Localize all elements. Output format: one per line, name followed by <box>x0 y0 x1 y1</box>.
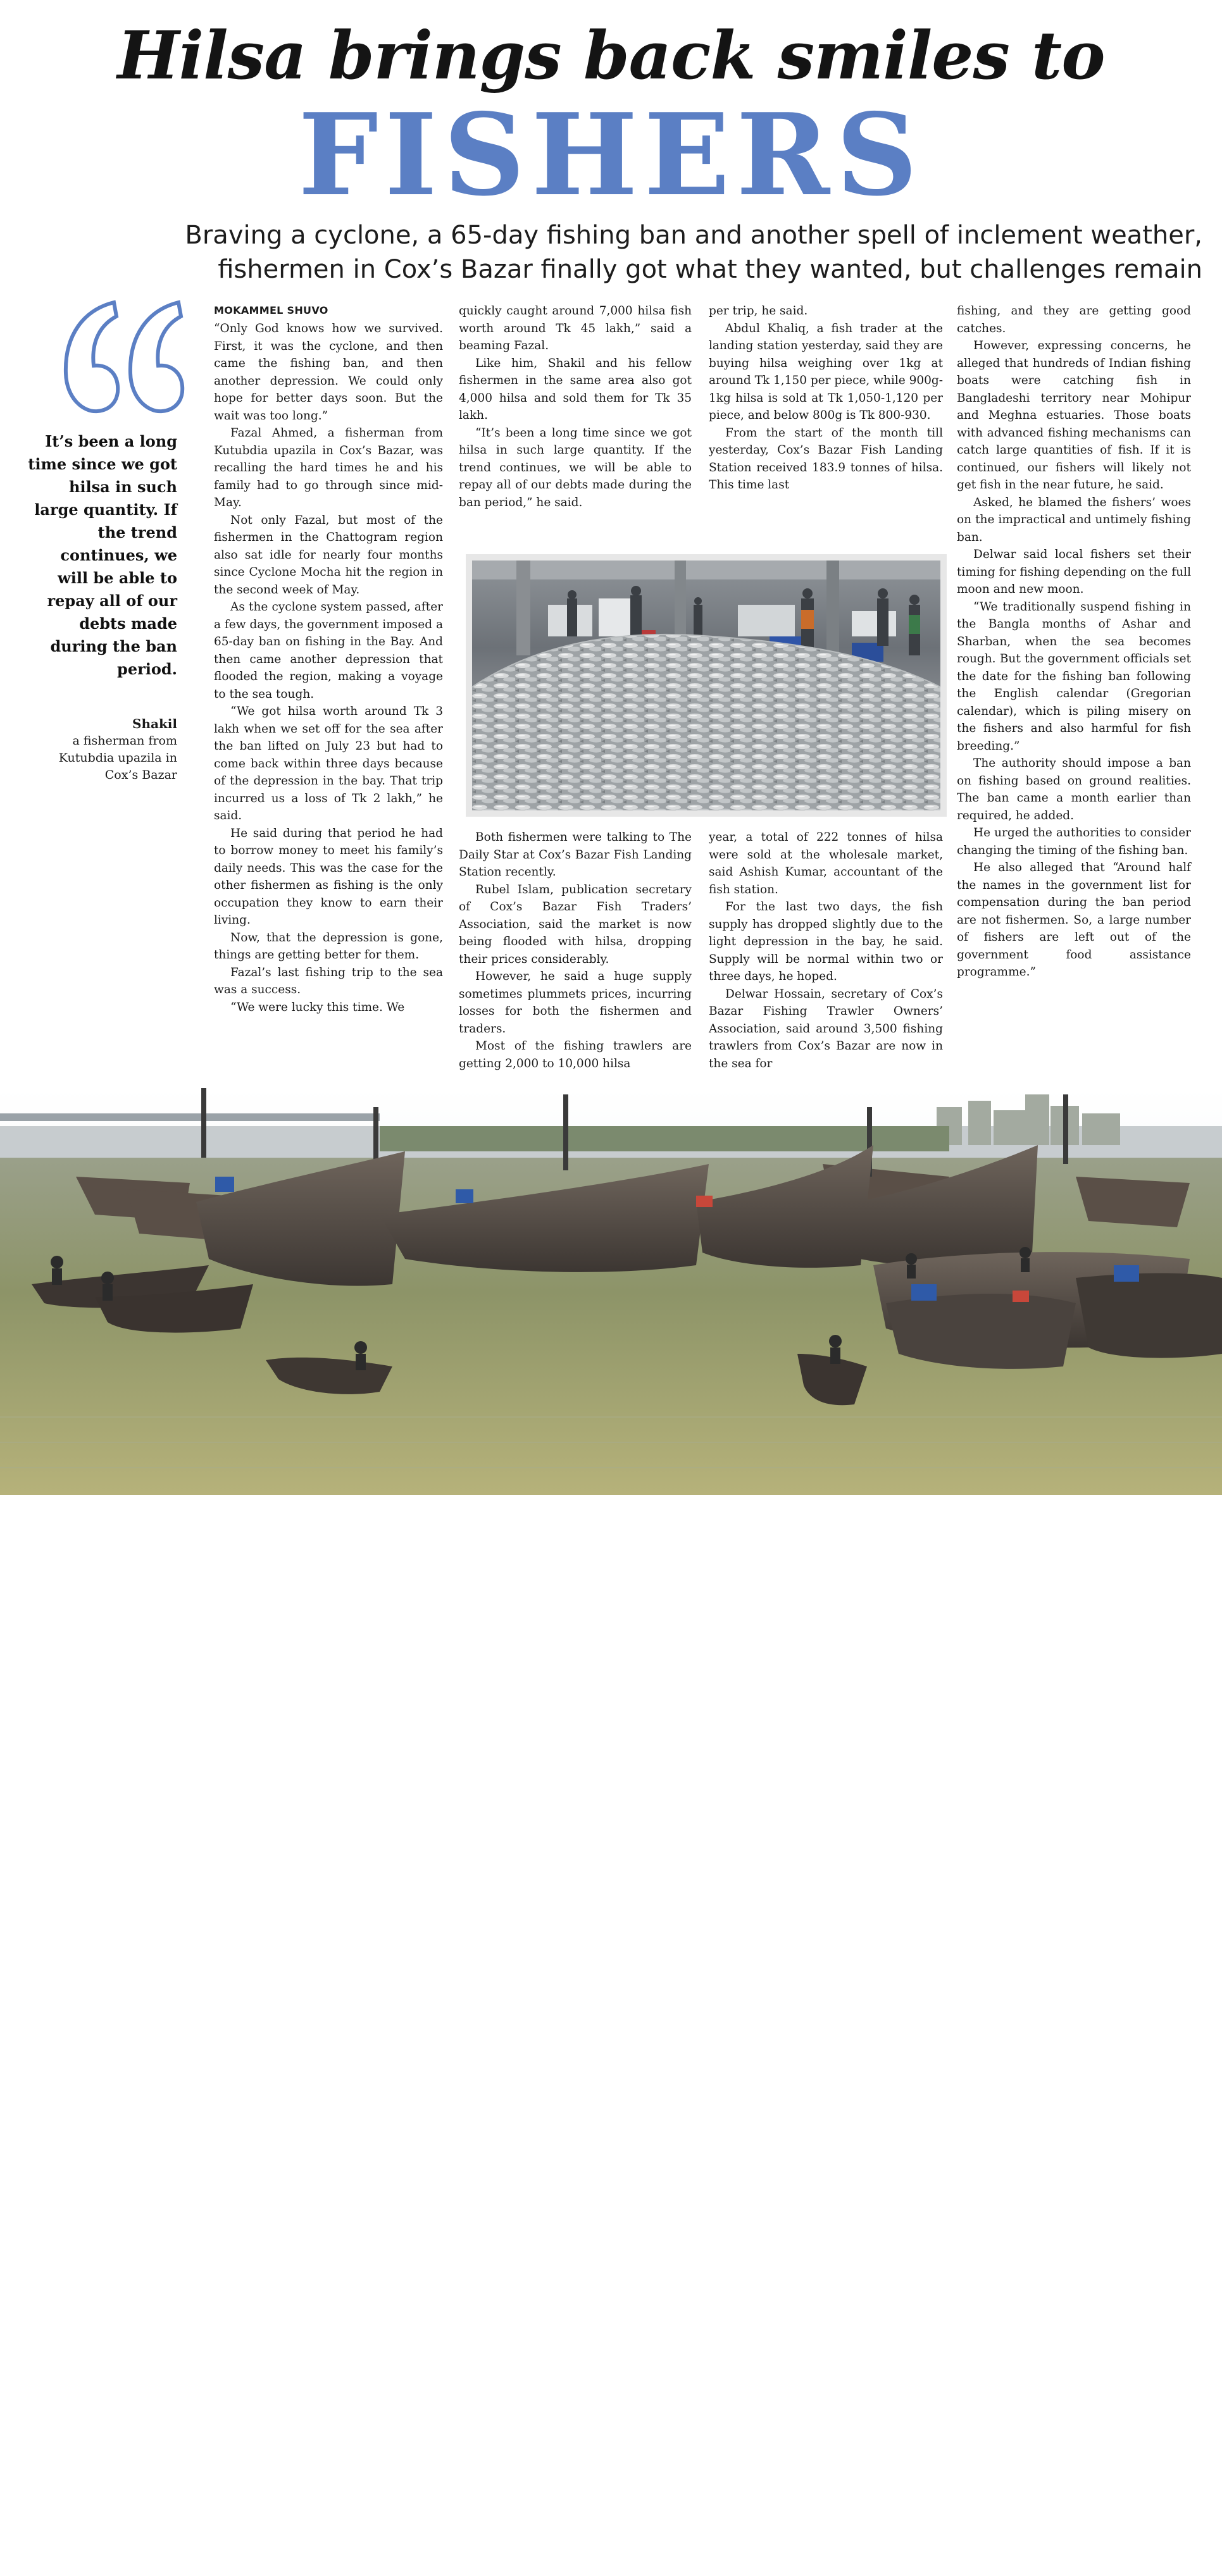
paragraph: He urged the authorities to consider changing the timing of the fishing ban. <box>957 826 1191 857</box>
headline-line-2: FISHERS <box>298 89 924 221</box>
article-column-1 <box>214 302 443 1016</box>
article-column-3-bottom <box>709 829 943 1072</box>
paragraph: However, he said a huge supply sometimes plummets prices, incurring losses for both the fishermen and traders. <box>459 970 692 1036</box>
paragraph: Fazal Ahmed, a fisherman from Kutubdia upazila in Cox’s Bazar, was recalling the hard times he and his family had to go through since mid-May. <box>214 426 443 509</box>
paragraph: Both fishermen were talking to The Daily Star at Cox’s Bazar Fish Landing Station recently. <box>459 831 692 879</box>
paragraph: He also alleged that “Around half the names in the government list for compensation during the ban period are not fishermen. So, a large number of fishers are left out of the government food assistance programme.” <box>957 861 1191 979</box>
deck-line-1: Braving a cyclone, a 65-day fishing ban and another spell of inclement weather, <box>185 221 1202 250</box>
paragraph: quickly caught around 7,000 hilsa fish worth around Tk 45 lakh,” said a beaming Fazal. <box>459 304 692 352</box>
article-column-2-top <box>459 302 692 511</box>
article-column-4 <box>957 302 1191 981</box>
paragraph: As the cyclone system passed, after a few days, the government imposed a 65-day ban on fishing in the Bay. And then came another depression that flooded the region, making a voyage to the sea tough. <box>214 600 443 701</box>
pull-quote-name: Shakil <box>132 716 177 731</box>
byline: MOKAMMEL SHUVO <box>214 304 328 316</box>
paragraph: fishing, and they are getting good catches. <box>957 304 1191 335</box>
paragraph: The authority should impose a ban on fishing based on ground realities. The ban came a month earlier than required, he added. <box>957 757 1191 822</box>
paragraph: Most of the fishing trawlers are getting 2,000 to 10,000 hilsa <box>459 1039 692 1070</box>
paragraph: Fazal’s last fishing trip to the sea was a success. <box>214 965 443 996</box>
paragraph: year, a total of 222 tonnes of hilsa were sold at the wholesale market, said Ashish Kumar, accountant of the fish station. <box>709 831 943 896</box>
paragraph: He said during that period he had to borrow money to meet his family’s daily needs. This was the case for the other fishermen as fishing is the only occupation they know to earn their living. <box>214 826 443 927</box>
paragraph: “We traditionally suspend fishing in the Bangla months of Ashar and Sharban, when the sea becomes rough. But the government officials set the date for the fishing ban following the English calendar (Gregorian calendar), which is piling misery on the fishers and also harmful for fish breeding.” <box>957 600 1191 753</box>
paragraph: However, expressing concerns, he alleged that hundreds of Indian fishing boats were catching fish in Bangladeshi territory near Mohipur and Meghna estuaries. Those boats with advanced fishing mechanisms can catch large quantities of fish. If it is continued, our fishers will likely not get fish in the near future, he said. <box>957 339 1191 492</box>
fish-market-photo <box>466 554 947 817</box>
paragraph: Delwar said local fishers set their timing for fishing depending on the full moon and new moon. <box>957 548 1191 596</box>
deck <box>139 218 1202 287</box>
paragraph: “We got hilsa worth around Tk 3 lakh when we set off for the sea after the ban lifted on July 23 but had to come back within three days because of the depression in the bay. That trip incurred us a loss of Tk 2 lakh,” he said. <box>214 705 443 822</box>
fish-market-illustration <box>472 560 940 810</box>
paragraph: “It’s been a long time since we got hilsa in such large quantity. If the trend continues, we will be able to repay all of our debts made during the ban period,” he said. <box>459 426 692 509</box>
paragraph: Rubel Islam, publication secretary of Cox’s Bazar Fish Traders’ Association, said the market is now being flooded with hilsa, dropping their prices considerably. <box>459 882 692 966</box>
photo-credit-name: MOKAMMEL SHUVO <box>1055 2565 1178 2576</box>
paragraph: “Only God knows how we survived. First, it was the cyclone, and then came the fishing ban, and then another depression. We could only hope for better days soon. But the wait was too long.” <box>214 322 443 423</box>
article-column-3-top <box>709 302 943 494</box>
photo-credit-label: PHOTO: <box>1011 2565 1052 2576</box>
paragraph: From the start of the month till yesterday, Cox’s Bazar Fish Landing Station received 183.9 tonnes of hilsa. This time last <box>709 426 943 492</box>
pull-quote: It’s been a long time since we got hilsa in such large quantity. If the trend continues, we will be able to repay all of our debts made during the ban period. <box>28 432 177 678</box>
paragraph: “We were lucky this time. We <box>230 1000 405 1014</box>
paragraph: Like him, Shakil and his fellow fishermen in the same area also got 4,000 hilsa and sold them for Tk 35 lakh. <box>459 356 692 422</box>
paragraph: Delwar Hossain, secretary of Cox’s Bazar Fishing Trawler Owners’ Association, said around 3,500 fishing trawlers from Cox’s Bazar are now in the sea for <box>709 987 943 1070</box>
deck-line-2: fishermen in Cox’s Bazar finally got what they wanted, but challenges remain <box>218 255 1202 284</box>
harbor-boats-photo <box>0 1088 1222 2576</box>
article-column-2-bottom <box>459 829 692 1072</box>
paragraph: For the last two days, the fish supply has dropped slightly due to the light depression in the bay, he said. Supply will be normal within two or three days, he hoped. <box>709 900 943 983</box>
photo-credit <box>1011 2565 1178 2576</box>
paragraph: per trip, he said. <box>709 304 808 318</box>
paragraph: Now, that the depression is gone, things are getting better for them. <box>214 931 443 962</box>
quote-mark-icon <box>58 297 185 418</box>
headline-line-1: Hilsa brings back smiles to <box>117 16 1105 94</box>
pull-quote-title: a fisherman from Kutubdia upazila in Cox’s Bazar <box>58 734 177 782</box>
paragraph: Asked, he blamed the fishers’ woes on the impractical and untimely fishing ban. <box>957 495 1191 544</box>
paragraph: Abdul Khaliq, a fish trader at the landing station yesterday, said they are buying hilsa weighing over 1kg at around Tk 1,150 per piece, while 900g-1kg hilsa is sold at Tk 1,050-1,120 per piece, and below 800g is Tk 800-930. <box>709 321 943 422</box>
paragraph: Not only Fazal, but most of the fishermen in the Chattogram region also sat idle for nearly four months since Cyclone Mocha hit the region in the second week of May. <box>214 513 443 597</box>
harbor-illustration <box>0 1088 1222 1495</box>
